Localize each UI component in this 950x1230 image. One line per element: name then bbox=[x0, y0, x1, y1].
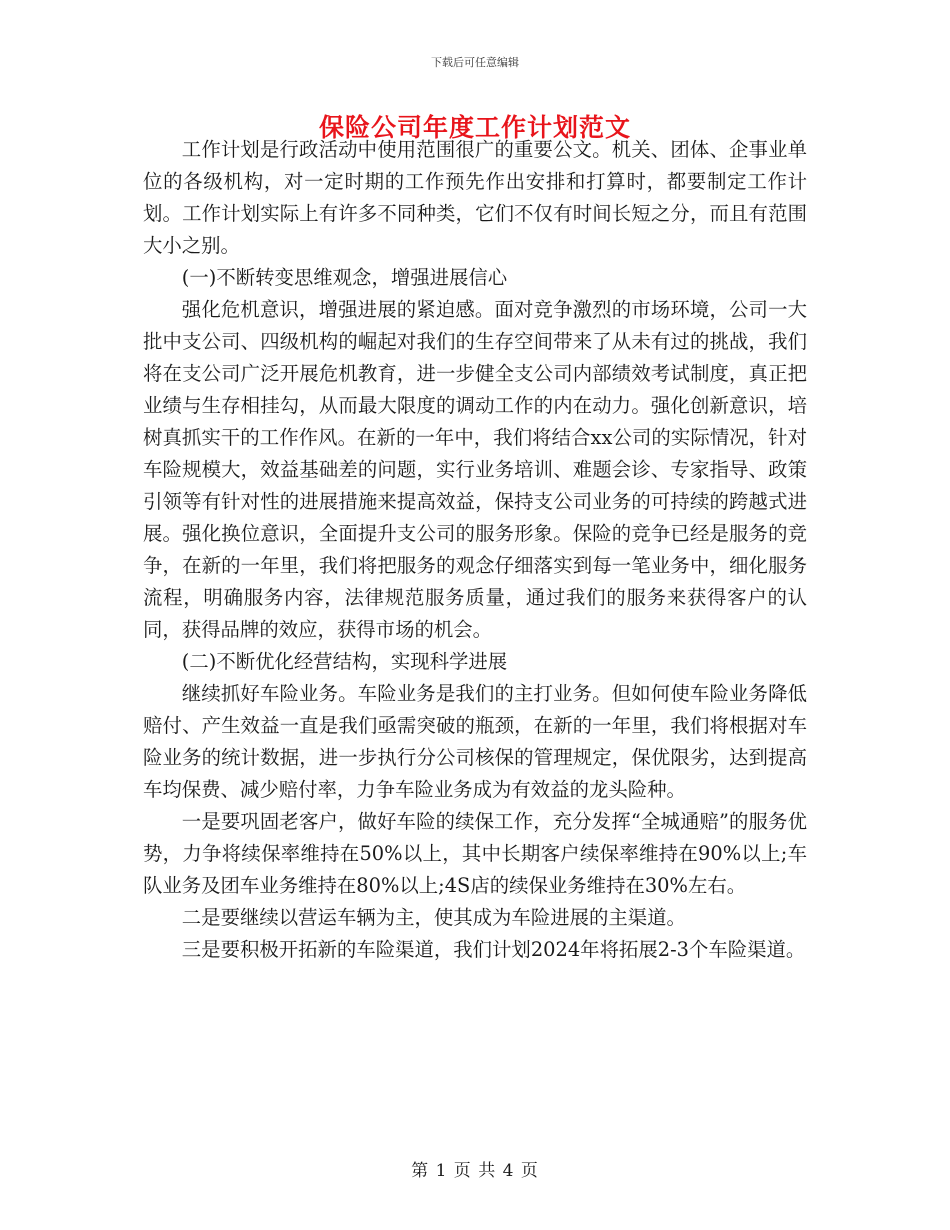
paragraph-point-1: 一是要巩固老客户，做好车险的续保工作，充分发挥“全城通赔”的服务优势，力争将续保率维持在50%以上，其中长期客户续保率维持在90%以上;车队业务及团车业务维持在80%以上;4S店的续保业务维持在30%左右。 bbox=[143, 810, 807, 897]
page-number: 第 1 页 共 4 页 bbox=[411, 1161, 539, 1181]
paragraph-section-1: 强化危机意识，增强进展的紧迫感。面对竞争激烈的市场环境，公司一大批中支公司、四级机构的崛起对我们的生存空间带来了从未有过的挑战，我们将在支公司广泛开展危机教育，进一步健全支公司内部绩效考试制度，真正把业绩与生存相挂勾，从而最大限度的调动工作的内在动力。强化创新意识，培树真抓实干的工作作风。在新的一年中，我们将结合xx公司的实际情况，针对车险规模大，效益基础差的问题，实行业务培训、难题会诊、专家指导、政策引领等有针对性的进展措施来提高效益，保持支公司业务的可持续的跨越式进展。强化换位意识，全面提升支公司的服务形象。保险的竞争已经是服务的竞争，在新的一年里，我们将把服务的观念仔细落实到每一笔业务中，细化服务流程，明确服务内容，法律规范服务质量，通过我们的服务来获得客户的认同，获得品牌的效应，获得市场的机会。 bbox=[143, 298, 807, 641]
section-heading-2: (二)不断优化经营结构，实现科学进展 bbox=[181, 650, 508, 673]
section-heading-1: (一)不断转变思维观念，增强进展信心 bbox=[181, 266, 508, 289]
header-note: 下载后可任意编辑 bbox=[431, 56, 519, 69]
paragraph-section-2: 继续抓好车险业务。车险业务是我们的主打业务。但如何使车险业务降低赔付、产生效益一直是我们亟需突破的瓶颈，在新的一年里，我们将根据对车险业务的统计数据，进一步执行分公司核保的管理规定，保优限劣，达到提高车均保费、减少赔付率，力争车险业务成为有效益的龙头险种。 bbox=[143, 682, 807, 801]
document-title: 保险公司年度工作计划范文 bbox=[318, 113, 631, 142]
paragraph-point-3: 三是要积极开拓新的车险渠道，我们计划2024年将拓展2-3个车险渠道。 bbox=[181, 938, 806, 961]
document-body bbox=[143, 134, 807, 966]
paragraph-intro: 工作计划是行政活动中使用范围很广的重要公文。机关、团体、企事业单位的各级机构，对一定时期的工作预先作出安排和打算时，都要制定工作计划。工作计划实际上有许多不同种类，它们不仅有时间长短之分，而且有范围大小之别。 bbox=[143, 138, 807, 257]
paragraph-point-2: 二是要继续以营运车辆为主，使其成为车险进展的主渠道。 bbox=[181, 906, 686, 929]
